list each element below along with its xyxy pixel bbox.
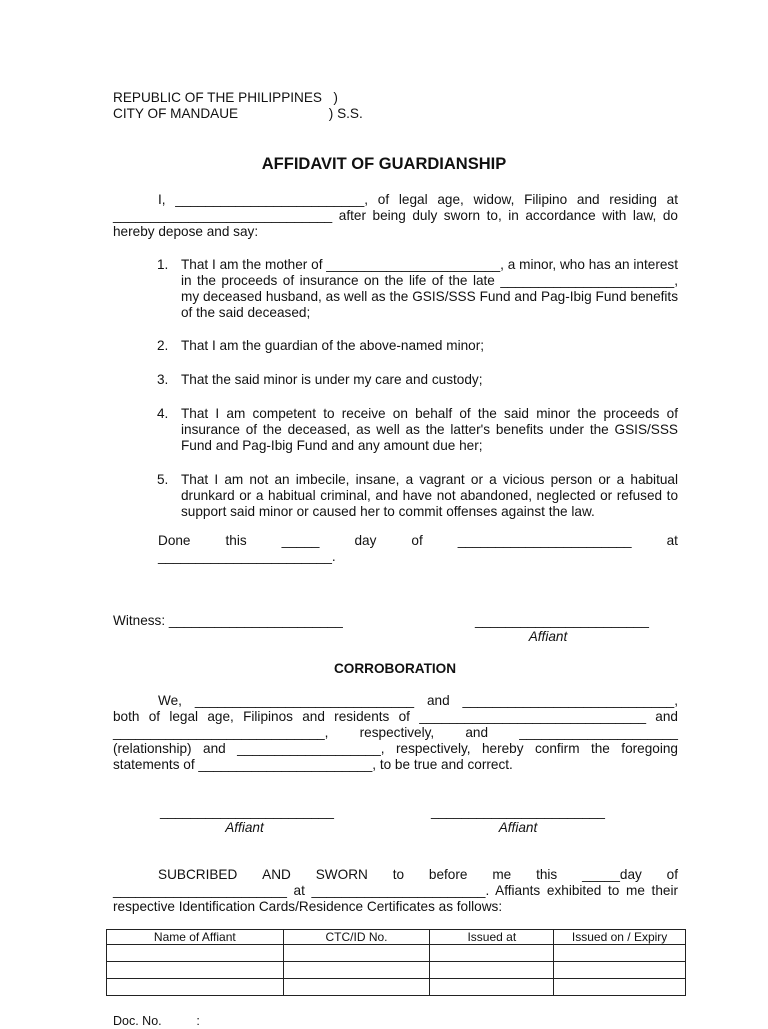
list-item-number: 4. — [157, 406, 169, 421]
intro-line-3: hereby depose and say: — [113, 224, 259, 239]
affiant-label: Affiant — [528, 629, 568, 644]
sworn-word: of — [666, 867, 678, 882]
list-item-text: That I am the guardian of the above-named minor; — [181, 338, 485, 353]
corroboration-line-3: ____________________________, respectively, and _____________________ — [113, 725, 678, 740]
list-item-text: That the said minor is under my care and custody; — [181, 372, 483, 387]
list-item-text: That I am not an imbecile, insane, a vagrant or a vicious person or a habitual drunkard or a habitual criminal, and have not abandoned, neglected or refused to support said minor or caused her to commit offenses against the law. — [181, 472, 678, 519]
corroboration-title: CORROBORATION — [333, 661, 457, 676]
table-cell — [430, 979, 554, 996]
sworn-line-3: respective Identification Cards/Residence Certificates as follows: — [113, 899, 503, 914]
done-word: this — [225, 533, 247, 548]
sworn-paragraph — [113, 867, 678, 915]
sworn-line-2: _______________________ at _______________________. Affiants exhibited to me their — [113, 883, 678, 898]
sworn-word: SUBCRIBED — [158, 867, 238, 882]
corroboration-signature-line-1: _______________________ — [160, 804, 334, 819]
done-word: day — [354, 533, 377, 548]
sworn-day-blank: _____day — [582, 867, 642, 882]
list-item-number: 1. — [157, 257, 169, 272]
corroboration-paragraph — [113, 693, 678, 773]
doc-no: Doc. No. : — [113, 1014, 200, 1028]
done-line — [158, 533, 678, 565]
list-item-number: 5. — [157, 472, 169, 487]
table-header-row — [107, 930, 686, 945]
col-issued-at: Issued at — [430, 930, 554, 945]
table-row — [107, 979, 686, 996]
table-cell — [554, 945, 686, 962]
header-city: CITY OF MANDAUE ) S.S. — [113, 106, 363, 121]
table-cell — [430, 945, 554, 962]
table-cell — [430, 962, 554, 979]
col-name-of-affiant: Name of Affiant — [107, 930, 284, 945]
list-item-text: That I am competent to receive on behalf of the said minor the proceeds of insurance of the deceased, as well as the latter's benefits under the GSIS/SSS Fund and Pag-Ibig Fund and any amount due her; — [181, 406, 678, 453]
sworn-word: AND — [262, 867, 291, 882]
list-item-number: 3. — [157, 372, 169, 387]
list-item-4 — [157, 406, 678, 454]
affiant-signature-line: _______________________ — [475, 613, 649, 628]
corroboration-line-2: both of legal age, Filipinos and residents of ______________________________ and — [113, 709, 678, 724]
header-republic: REPUBLIC OF THE PHILIPPINES ) — [113, 90, 338, 105]
intro-line-2: _____________________________ after being duly sworn to, in accordance with law, do — [113, 208, 678, 223]
sworn-word: SWORN — [315, 867, 368, 882]
table-row — [107, 962, 686, 979]
table-cell — [283, 979, 430, 996]
table-cell — [107, 962, 284, 979]
sworn-word: this — [536, 867, 558, 882]
place-blank: _______________________. — [158, 549, 336, 564]
table-cell — [283, 945, 430, 962]
col-ctc-id-no: CTC/ID No. — [283, 930, 430, 945]
list-item-number: 2. — [157, 338, 169, 353]
table-cell — [107, 979, 284, 996]
corroboration-line-1: We, _____________________________ and ____________________________, — [158, 693, 678, 708]
numbered-list — [157, 257, 678, 520]
sworn-word: before — [428, 867, 468, 882]
done-word: at — [666, 533, 678, 548]
list-item-1 — [157, 257, 678, 321]
table-cell — [283, 962, 430, 979]
corroboration-affiant-label-2: Affiant — [498, 820, 538, 835]
identification-table — [106, 929, 686, 996]
done-word: Done — [158, 533, 191, 548]
month-blank: _______________________ — [457, 533, 632, 548]
list-item-2 — [157, 338, 678, 354]
table-row — [107, 945, 686, 962]
table-cell — [554, 979, 686, 996]
table-cell — [107, 945, 284, 962]
corroboration-affiant-label-1: Affiant — [225, 820, 264, 835]
sworn-word: me — [492, 867, 512, 882]
document-title: AFFIDAVIT OF GUARDIANSHIP — [261, 155, 507, 173]
sworn-word: to — [392, 867, 405, 882]
col-issued-on-expiry: Issued on / Expiry — [554, 930, 686, 945]
list-item-text: That I am the mother of _______________________, a minor, who has an interest in the proceeds of insurance on the life of the late _______________________, my deceased husband, as well as the GSIS/SSS Fund and Pag-Ibig Fund benefits of the said deceased; — [181, 257, 678, 320]
intro-line-1: I, _________________________, of legal age, widow, Filipino and residing at — [158, 192, 678, 207]
corroboration-signature-line-2: _______________________ — [431, 804, 605, 819]
list-item-5 — [157, 472, 678, 520]
witness-line: Witness: _______________________ — [113, 613, 343, 628]
intro-paragraph — [113, 192, 678, 240]
corroboration-line-4: (relationship) and ___________________, respectively, hereby confirm the foregoing — [113, 741, 678, 756]
table-cell — [554, 962, 686, 979]
done-word: of — [411, 533, 423, 548]
list-item-3 — [157, 372, 678, 388]
day-blank: _____ — [281, 533, 320, 548]
corroboration-line-5: statements of _______________________, to be true and correct. — [113, 757, 513, 772]
